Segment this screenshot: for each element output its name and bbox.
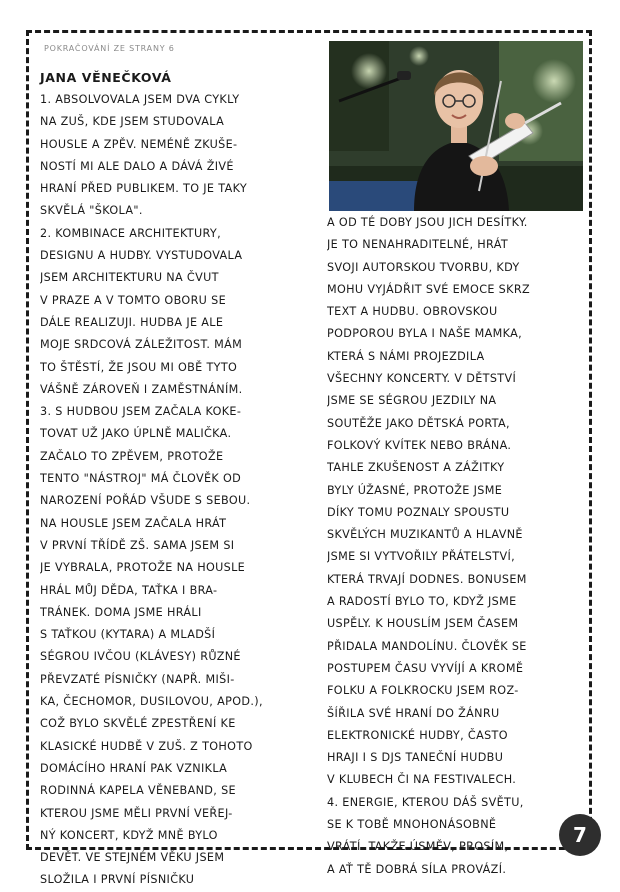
text-line: 2. KOMBINACE ARCHITEKTURY, <box>40 226 221 240</box>
text-line: ELEKTRONICKÉ HUDBY, ČASTO <box>327 728 508 742</box>
text-line: NA ZUŠ, KDE JSEM STUDOVALA <box>40 115 225 129</box>
text-line: TEXT A HUDBU. OBROVSKOU <box>327 305 498 319</box>
text-line: KTERÁ TRVAJÍ DODNES. BONUSEM <box>327 572 527 586</box>
text-line: SKVĚLÁ "ŠKOLA". <box>40 204 143 218</box>
text-line: 1. ABSOLVOVALA JSEM DVA CYKLY <box>40 93 240 106</box>
text-line: DÍKY TOMU POZNALY SPOUSTU <box>327 505 510 519</box>
text-line: NOSTÍ MI ALE DALO A DÁVÁ ŽIVÉ <box>40 159 234 173</box>
violinist-illustration <box>329 41 583 211</box>
text-line: KLASICKÉ HUDBĚ V ZUŠ. Z TOHOTO <box>40 739 253 753</box>
text-line: HRANÍ PŘED PUBLIKEM. TO JE TAKY <box>40 182 248 196</box>
text-line: MOHU VYJÁDŘIT SVÉ EMOCE SKRZ <box>327 282 530 296</box>
text-line: JSME SE SÉGROU JEZDILY NA <box>327 394 497 408</box>
text-line: DOMÁCÍHO HRANÍ PAK VZNIKLA <box>40 761 228 775</box>
text-line: HRÁL MŮJ DĚDA, TAŤKA I BRA- <box>40 583 218 597</box>
text-line: A AŤ TĚ DOBRÁ SÍLA PROVÁZÍ. <box>327 862 507 876</box>
text-line: JE TO NENAHRADITELNÉ, HRÁT <box>327 238 509 252</box>
text-line: SVOJI AUTORSKOU TVORBU, KDY <box>327 260 520 274</box>
text-line: POSTUPEM ČASU VYVÍJÍ A KROMĚ <box>327 661 524 675</box>
text-line: 3. S HUDBOU JSEM ZAČALA KOKE- <box>40 405 242 419</box>
text-line: TRÁNEK. DOMA JSME HRÁLI <box>40 605 202 619</box>
text-line: A RADOSTÍ BYLO TO, KDYŽ JSME <box>327 595 517 609</box>
text-line: COŽ BYLO SKVĚLÉ ZPESTŘENÍ KE <box>40 717 236 731</box>
text-line: JSME SI VYTVOŘILY PŘÁTELSTVÍ, <box>327 550 516 564</box>
text-line: SOUTĚŽE JAKO DĚTSKÁ PORTA, <box>327 416 510 430</box>
text-line: USPĚLY. K HOUSLÍM JSEM ČASEM <box>327 617 519 631</box>
text-line: TENTO "NÁSTROJ" MÁ ČLOVĚK OD <box>40 472 242 486</box>
text-line: SKVĚLÝCH MUZIKANTŮ A HLAVNĚ <box>327 528 523 542</box>
text-line: PŘIDALA MANDOLÍNU. ČLOVĚK SE <box>327 639 527 653</box>
text-line: FOLKOVÝ KVÍTEK NEBO BRÁNA. <box>327 438 512 452</box>
text-line: NA HOUSLE JSEM ZAČALA HRÁT <box>40 516 227 530</box>
text-line: NAROZENÍ POŘÁD VŠUDE S SEBOU. <box>40 494 251 508</box>
text-line: TAHLE ZKUŠENOST A ZÁŽITKY <box>327 461 505 475</box>
text-line: ZAČALO TO ZPĚVEM, PROTOŽE <box>40 449 224 463</box>
author-heading: JANA VĚNEČKOVÁ <box>40 70 172 85</box>
text-line: VRÁTÍ. TAKŽE ÚSMĚV, PROSÍM, <box>327 840 509 854</box>
text-line: S TAŤKOU (KYTARA) A MLADŠÍ <box>40 628 216 642</box>
text-line: V PRAZE A V TOMTO OBORU SE <box>40 293 227 307</box>
text-line: VÁŠNĚ ZÁROVEŇ I ZAMĚSTNÁNÍM. <box>40 382 243 396</box>
text-line: KTEROU JSME MĚLI PRVNÍ VEŘEJ- <box>40 806 233 820</box>
text-line: V KLUBECH ČI NA FESTIVALECH. <box>327 773 517 787</box>
text-line: JSEM ARCHITEKTURU NA ČVUT <box>40 271 219 285</box>
text-line: A OD TÉ DOBY JSOU JICH DESÍTKY. <box>327 216 528 229</box>
text-line: PŘEVZATÉ PÍSNIČKY (NAPŘ. MIŠI- <box>40 672 235 686</box>
text-line: MOJE SRDCOVÁ ZÁLEŽITOST. MÁM <box>40 338 243 352</box>
text-line: NÝ KONCERT, KDYŽ MNĚ BYLO <box>40 828 218 842</box>
text-line: KA, ČECHOMOR, DUSILOVOU, APOD.), <box>40 695 263 709</box>
page-number-badge: 7 <box>559 814 601 856</box>
article-column-right <box>327 212 589 881</box>
text-line: HOUSLE A ZPĚV. NEMÉNĚ ZKUŠE- <box>40 137 238 151</box>
text-line: SÉGROU IVČOU (KLÁVESY) RŮZNÉ <box>40 650 241 664</box>
text-line: JE VYBRALA, PROTOŽE NA HOUSLE <box>40 561 246 575</box>
continued-from-label: POKRAČOVÁNÍ ZE STRANY 6 <box>44 44 175 53</box>
text-line: FOLKU A FOLKROCKU JSEM ROZ- <box>327 684 519 698</box>
text-line: TO ŠTĚSTÍ, ŽE JSOU MI OBĚ TYTO <box>40 360 238 374</box>
text-line: SLOŽILA I PRVNÍ PÍSNIČKU <box>40 873 195 887</box>
text-line: DÁLE REALIZUJI. HUDBA JE ALE <box>40 315 224 329</box>
text-line: RODINNÁ KAPELA VĚNEBAND, SE <box>40 784 236 798</box>
text-line: KTERÁ S NÁMI PROJEZDILA <box>327 349 485 363</box>
text-line: PODPOROU BYLA I NAŠE MAMKA, <box>327 327 522 341</box>
text-line: HRAJI I S DJS TANEČNÍ HUDBU <box>327 751 504 765</box>
text-line: 4. ENERGIE, KTEROU DÁŠ SVĚTU, <box>327 795 524 809</box>
article-column-left <box>40 89 325 892</box>
text-line: DEVĚT. VE STEJNÉM VĚKU JSEM <box>40 851 225 865</box>
text-line: SE K TOBĚ MNOHONÁSOBNĚ <box>327 818 497 832</box>
musician-photo <box>329 41 583 211</box>
text-line: V PRVNÍ TŘÍDĚ ZŠ. SAMA JSEM SI <box>40 538 235 552</box>
text-line: TOVAT UŽ JAKO ÚPLNĚ MALIČKA. <box>40 427 232 441</box>
text-line: ŠÍŘILA SVÉ HRANÍ DO ŽÁNRU <box>327 706 500 720</box>
text-line: VŠECHNY KONCERTY. V DĚTSTVÍ <box>327 372 517 386</box>
text-line: BYLY ÚŽASNÉ, PROTOŽE JSME <box>327 483 503 497</box>
text-line: DESIGNU A HUDBY. VYSTUDOVALA <box>40 249 243 263</box>
